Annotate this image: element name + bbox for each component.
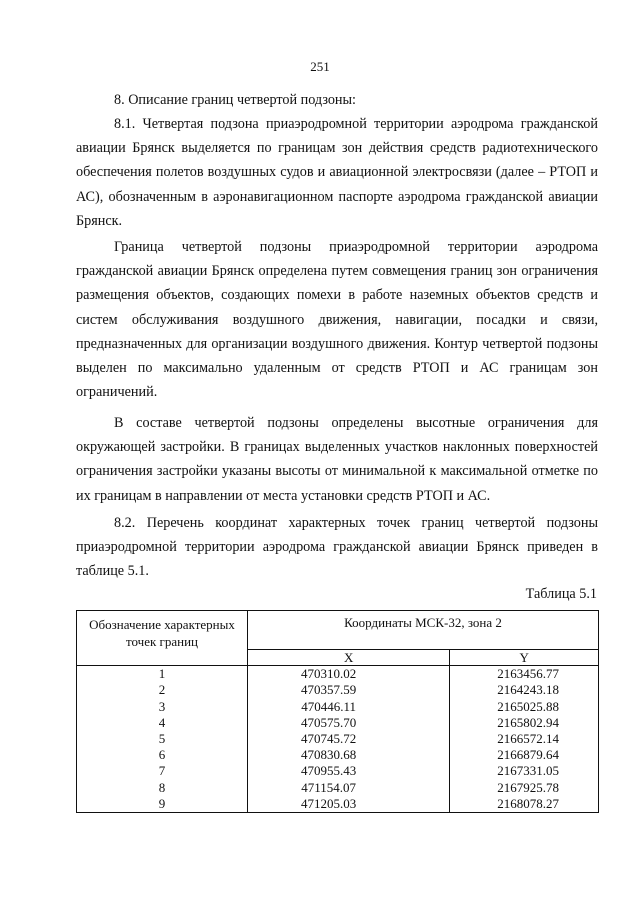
x-cell: 470745.72 <box>248 731 450 747</box>
y-cell: 2163456.77 <box>450 666 599 683</box>
paragraph-boundary: Граница четвертой подзоны приаэродромной территории аэродрома гражданской авиации Брянск определена путем совмещения границ зон ограничения размещения объектов, создающих помехи в работе наземных объектов средств и систем обслуживания воздушного движения, навигации, посадки и связи, предназначенных для организации воздушного движения. Контур четвертой подзоны выделен по максимально удаленным от средств РТОП и АС границам зон ограничений. <box>76 239 598 401</box>
table-row <box>77 763 599 779</box>
x-cell: 470830.68 <box>248 747 450 763</box>
x-header: X <box>248 650 450 666</box>
table-row <box>77 796 599 813</box>
y-cell: 2165802.94 <box>450 715 599 731</box>
paragraph-8-2: 8.2. Перечень координат характерных точек границ четвертой подзоны приаэродромной территории аэродрома гражданской авиации Брянск приведен в таблице 5.1. <box>76 515 598 580</box>
paragraph-height-limits: В составе четвертой подзоны определены высотные ограничения для окружающей застройки. В границах выделенных участков наклонных поверхностей ограничения застройки указаны высоты от минимальной к максимальной отметке по их границам в направлении от места установки средств РТОП и АС. <box>76 415 598 504</box>
y-header: Y <box>450 650 599 666</box>
section-heading: 8. Описание границ четвертой подзоны: <box>114 92 356 108</box>
x-cell: 470310.02 <box>248 666 450 683</box>
y-cell: 2165025.88 <box>450 698 599 714</box>
coordinates-table-body <box>77 666 599 813</box>
x-cell: 470446.11 <box>248 698 450 714</box>
y-cell: 2167925.78 <box>450 779 599 795</box>
table-row <box>77 666 599 683</box>
x-cell: 471154.07 <box>248 779 450 795</box>
designation-header: Обозначение характерных точек границ <box>77 611 248 666</box>
table-row <box>77 715 599 731</box>
table-row <box>77 779 599 795</box>
point-cell: 7 <box>77 763 248 779</box>
table-row <box>77 731 599 747</box>
coordinates-table <box>76 610 599 813</box>
point-cell: 5 <box>77 731 248 747</box>
y-cell: 2164243.18 <box>450 682 599 698</box>
x-cell: 470357.59 <box>248 682 450 698</box>
x-cell: 470955.43 <box>248 763 450 779</box>
coordinates-header: Координаты МСК-32, зона 2 <box>248 611 599 650</box>
point-cell: 1 <box>77 666 248 683</box>
point-cell: 4 <box>77 715 248 731</box>
point-cell: 6 <box>77 747 248 763</box>
y-cell: 2166572.14 <box>450 731 599 747</box>
point-cell: 8 <box>77 779 248 795</box>
y-cell: 2167331.05 <box>450 763 599 779</box>
table-row <box>77 682 599 698</box>
y-cell: 2166879.64 <box>450 747 599 763</box>
paragraph-8-1: 8.1. Четвертая подзона приаэродромной территории аэродрома гражданской авиации Брянск выделяется по границам зон действия средств радиотехнического обеспечения полетов воздушных судов и авиационной электросвязи (далее – РТОП и АС), обозначенным в аэронавигационном паспорте аэродрома гражданской авиации Брянск. <box>76 116 598 229</box>
page-number: 251 <box>310 59 330 74</box>
table-row <box>77 698 599 714</box>
table-caption: Таблица 5.1 <box>525 586 597 602</box>
x-cell: 470575.70 <box>248 715 450 731</box>
y-cell: 2168078.27 <box>450 796 599 813</box>
point-cell: 3 <box>77 698 248 714</box>
point-cell: 9 <box>77 796 248 813</box>
point-cell: 2 <box>77 682 248 698</box>
x-cell: 471205.03 <box>248 796 450 813</box>
table-row <box>77 747 599 763</box>
